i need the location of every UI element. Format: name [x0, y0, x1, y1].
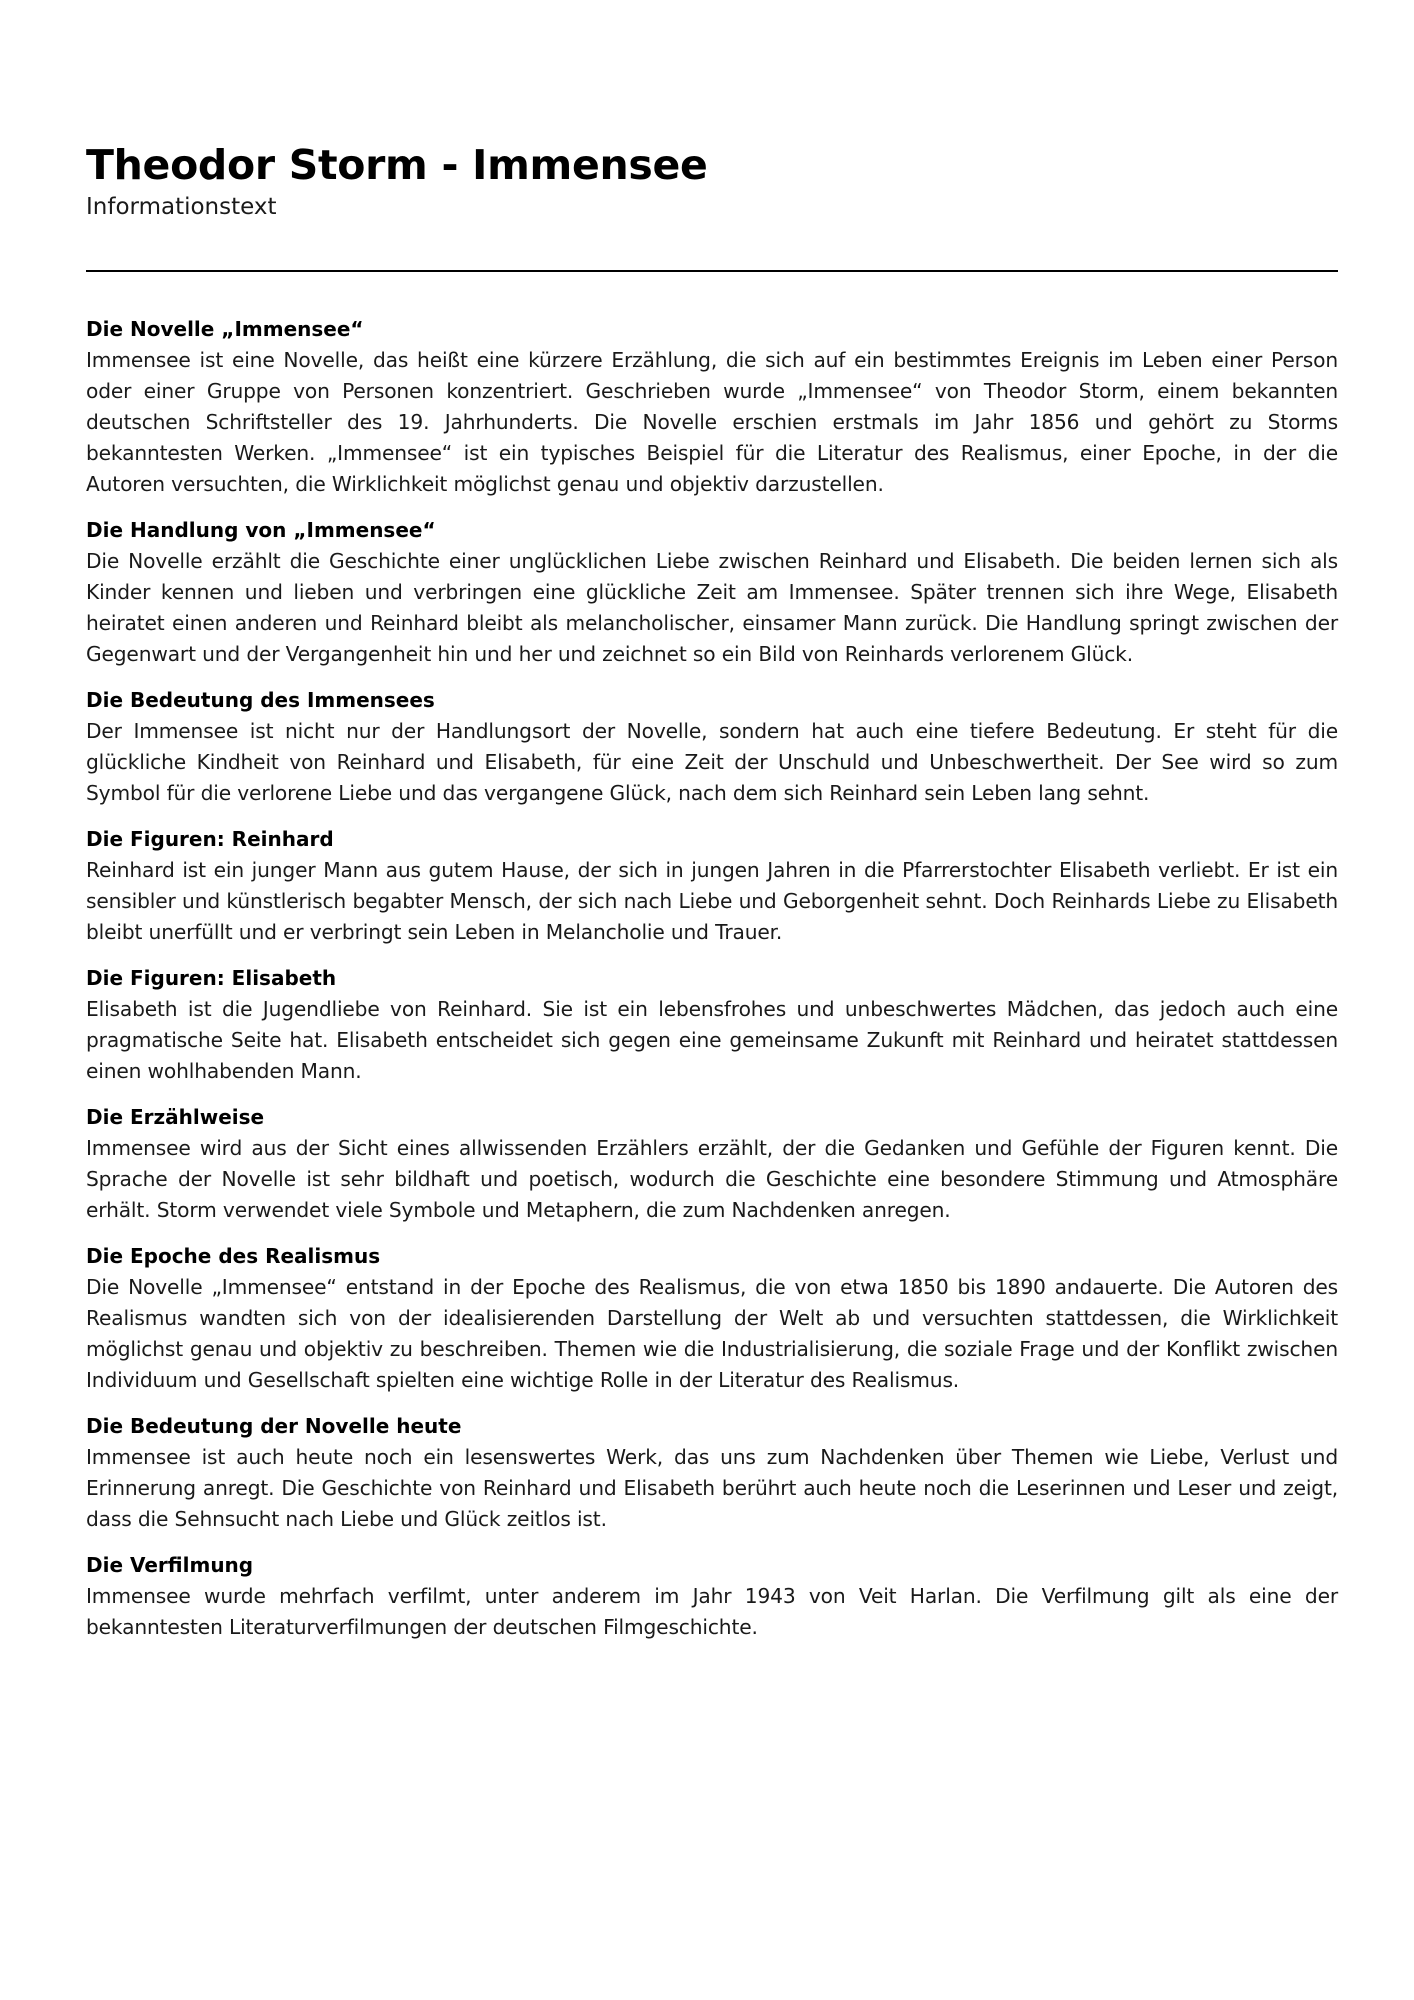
section-novelle — [86, 314, 1338, 500]
section-heading: Die Figuren: Elisabeth — [86, 966, 337, 990]
section-body: Immensee wurde mehrfach verfilmt, unter anderem im Jahr 1943 von Veit Harlan. Die Verfilmung gilt als eine der bekanntesten Literaturverfilmungen der deutschen Filmgeschichte. — [86, 1584, 1338, 1639]
section-heading: Die Bedeutung des Immensees — [86, 688, 435, 712]
section-figur-elisabeth — [86, 963, 1338, 1087]
section-bedeutung-heute — [86, 1411, 1338, 1535]
section-heading: Die Figuren: Reinhard — [86, 827, 334, 851]
section-heading: Die Erzählweise — [86, 1105, 265, 1129]
sections-container — [86, 314, 1338, 1643]
section-heading: Die Epoche des Realismus — [86, 1244, 381, 1268]
section-body: Reinhard ist ein junger Mann aus gutem Hause, der sich in jungen Jahren in die Pfarrerstochter Elisabeth verliebt. Er ist ein sensibler und künstlerisch begabter Mensch, der sich nach Liebe und Geborgenheit sehnt. Doch Reinhards Liebe zu Elisabeth bleibt unerfüllt und er verbringt sein Leben in Melancholie und Trauer. — [86, 858, 1338, 944]
section-body: Immensee wird aus der Sicht eines allwissenden Erzählers erzählt, der die Gedanken und Gefühle der Figuren kennt. Die Sprache der Novelle ist sehr bildhaft und poetisch, wodurch die Geschichte eine besondere Stimmung und Atmosphäre erhält. Storm verwendet viele Symbole und Metaphern, die zum Nachdenken anregen. — [86, 1136, 1338, 1222]
section-heading: Die Handlung von „Immensee“ — [86, 518, 436, 542]
section-body: Elisabeth ist die Jugendliebe von Reinhard. Sie ist ein lebensfrohes und unbeschwertes Mädchen, das jedoch auch eine pragmatische Seite hat. Elisabeth entscheidet sich gegen eine gemeinsame Zukunft mit Reinhard und heiratet stattdessen einen wohlhabenden Mann. — [86, 997, 1338, 1083]
section-body: Die Novelle erzählt die Geschichte einer unglücklichen Liebe zwischen Reinhard und Elisabeth. Die beiden lernen sich als Kinder kennen und lieben und verbringen eine glückliche Zeit am Immensee. Später trennen sich ihre Wege, Elisabeth heiratet einen anderen und Reinhard bleibt als melancholischer, einsamer Mann zurück. Die Handlung springt zwischen der Gegenwart und der Vergangenheit hin und her und zeichnet so ein Bild von Reinhards verlorenem Glück. — [86, 549, 1338, 666]
section-erzaehlweise — [86, 1102, 1338, 1226]
document-subtitle: Informationstext — [86, 194, 277, 220]
title-divider — [86, 270, 1338, 272]
section-bedeutung-see — [86, 685, 1338, 809]
section-body: Immensee ist auch heute noch ein lesenswertes Werk, das uns zum Nachdenken über Themen wie Liebe, Verlust und Erinnerung anregt. Die Geschichte von Reinhard und Elisabeth berührt auch heute noch die Leserinnen und Leser und zeigt, dass die Sehnsucht nach Liebe und Glück zeitlos ist. — [86, 1445, 1338, 1531]
section-body: Der Immensee ist nicht nur der Handlungsort der Novelle, sondern hat auch eine tiefere Bedeutung. Er steht für die glückliche Kindheit von Reinhard und Elisabeth, für eine Zeit der Unschuld und Unbeschwertheit. Der See wird so zum Symbol für die verlorene Liebe und das vergangene Glück, nach dem sich Reinhard sein Leben lang sehnt. — [86, 719, 1338, 805]
section-verfilmung — [86, 1550, 1338, 1643]
section-epoche-realismus — [86, 1241, 1338, 1396]
section-heading: Die Bedeutung der Novelle heute — [86, 1414, 462, 1438]
section-body: Immensee ist eine Novelle, das heißt eine kürzere Erzählung, die sich auf ein bestimmtes Ereignis im Leben einer Person oder einer Gruppe von Personen konzentriert. Geschrieben wurde „Immensee“ von Theodor Storm, einem bekannten deutschen Schriftsteller des 19. Jahrhunderts. Die Novelle erschien erstmals im Jahr 1856 und gehört zu Storms bekanntesten Werken. „Immensee“ ist ein typisches Beispiel für die Literatur des Realismus, einer Epoche, in der die Autoren versuchten, die Wirklichkeit möglichst genau und objektiv darzustellen. — [86, 348, 1338, 496]
document-title: Theodor Storm - Immensee — [86, 141, 708, 189]
section-body: Die Novelle „Immensee“ entstand in der Epoche des Realismus, die von etwa 1850 bis 1890 andauerte. Die Autoren des Realismus wandten sich von der idealisierenden Darstellung der Welt ab und versuchten stattdessen, die Wirklichkeit möglichst genau und objektiv zu beschreiben. Themen wie die Industrialisierung, die soziale Frage und der Konflikt zwischen Individuum und Gesellschaft spielten eine wichtige Rolle in der Literatur des Realismus. — [86, 1275, 1338, 1392]
section-handlung — [86, 515, 1338, 670]
section-heading: Die Verfilmung — [86, 1553, 254, 1577]
section-figur-reinhard — [86, 824, 1338, 948]
section-heading: Die Novelle „Immensee“ — [86, 317, 364, 341]
